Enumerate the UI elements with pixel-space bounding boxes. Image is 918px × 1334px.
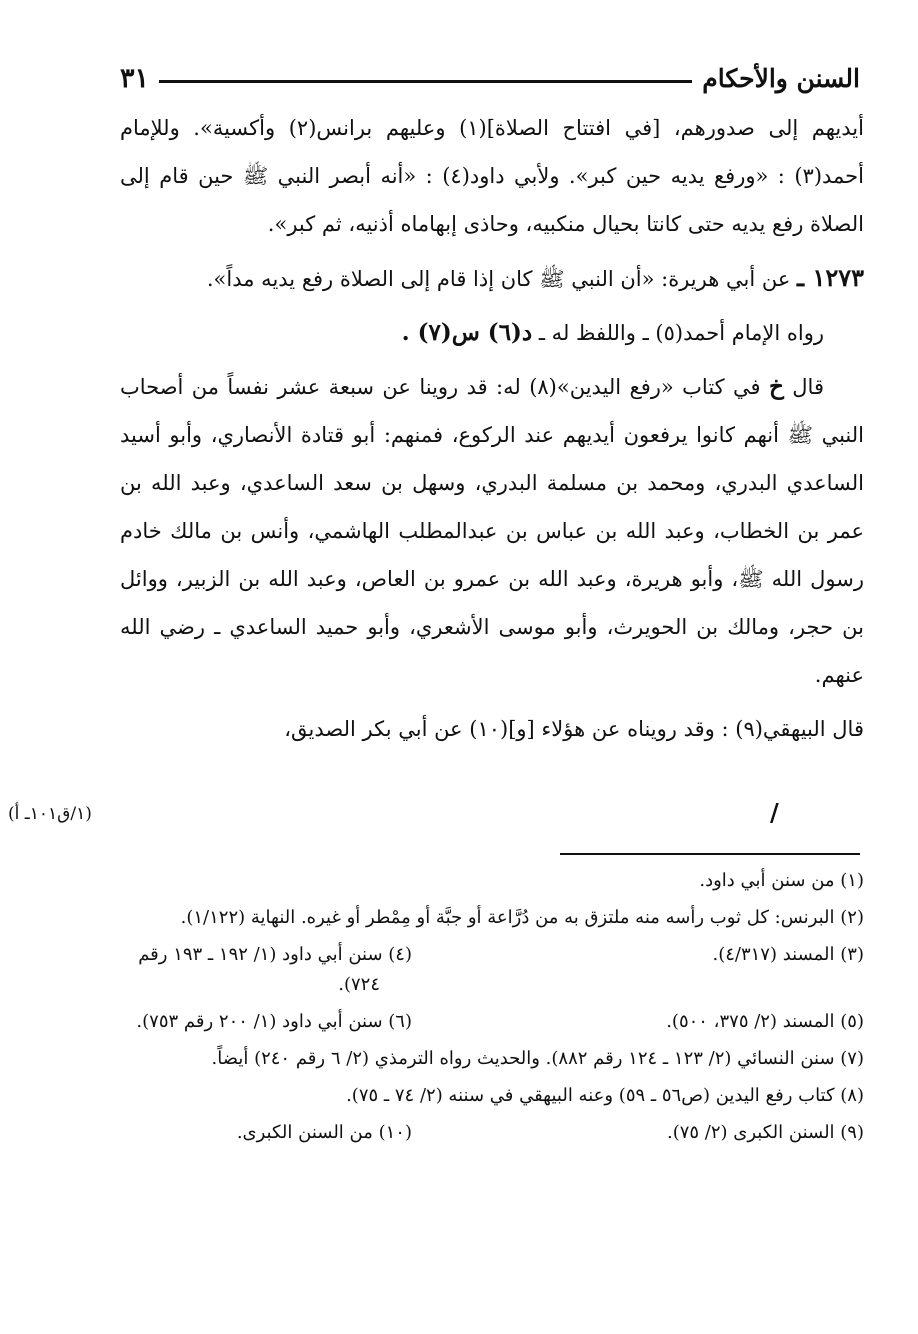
book-title: السنن والأحكام — [702, 63, 860, 93]
bukhari-text: في كتاب «رفع اليدين»(٨) له: قد روينا عن سبعة عشر نفساً من أصحاب النبي ﷺ أنهم كانوا يرفعون أيديهم عند الركوع، فمنهم: أبو قتادة الأنصاري، وأبو أسيد الساعدي البدري، ومحمد بن مسلمة البدري، وسهل بن سعد الساعدي، وعبد الله بن عمر بن الخطاب، وعبد الله بن عباس بن عبدالمطلب الهاشمي، وأنس بن مالك خادم رسول الله ﷺ، وأبو هريرة، وعبد الله بن عمرو بن العاص، وعبد الله بن الزبير، ووائل بن حجر، ومالك بن الحويرث، وأبو موسى الأشعري، وأبو حميد الساعدي ـ رضي الله عنهم. — [120, 375, 864, 687]
narration-text: رواه الإمام أحمد(٥) ـ واللفظ له ـ — [538, 321, 824, 345]
page-number: ٣١ — [120, 62, 150, 94]
running-header — [120, 58, 860, 98]
main-text — [120, 104, 864, 759]
paragraph-continuation: أيديهم إلى صدورهم، [في افتتاح الصلاة](١) وعليهم برانس(٢) وأكسية». وللإمام أحمد(٣) : «ورفع يديه حين كبر». ولأبي داود(٤) : «أنه أبصر النبي ﷺ حين قام إلى الصلاة رفع يديه حتى كانتا بحيال منكبيه، وحاذى إبهاماه أذنيه، ثم كبر». — [120, 116, 864, 236]
manuscript-slash: / — [770, 798, 779, 827]
footnote-row — [120, 1118, 864, 1148]
bukhari-prefix: قال — [792, 375, 824, 399]
header-rule — [159, 80, 692, 83]
footnote-7: (٧) سنن النسائي (٢/ ١٢٣ ـ ١٢٤ رقم ٨٨٢). والحديث رواه الترمذي (٢/ ٦ رقم ٢٤٠) أيضاً. — [211, 1048, 864, 1069]
manuscript-margin-note: (١/ق١٠١ـ أ) — [8, 804, 92, 824]
footnote-row — [120, 940, 864, 1000]
footnote-row — [120, 1007, 864, 1037]
footnote-8: (٨) كتاب رفع اليدين (ص٥٦ ـ ٥٩) وعنه البيهقي في سننه (٢/ ٧٤ ـ ٧٥). — [346, 1085, 864, 1106]
footnote-5: (٥) المسند (٢/ ٣٧٥، ٥٠٠). — [666, 1011, 864, 1032]
narration-symbols: د(٦) س(٧) . — [401, 319, 533, 346]
hadith-number: ١٢٧٣ ـ — [797, 263, 864, 292]
footnote-1: (١) من سنن أبي داود. — [699, 870, 864, 891]
footnote-4: (٤) سنن أبي داود (١/ ١٩٢ ـ ١٩٣ رقم ٧٢٤). — [138, 944, 412, 995]
footnote-2: (٢) البرنس: كل ثوب رأسه منه ملتزق به من دُرَّاعة أو جبَّة أو مِمْطر أو غيره. النهاية (١/١٢٢). — [180, 907, 864, 928]
bayhaqi-paragraph: قال البيهقي(٩) : وقد رويناه عن هؤلاء [و](١٠) عن أبي بكر الصديق، — [284, 717, 864, 741]
footnote-6: (٦) سنن أبي داود (١/ ٢٠٠ رقم ٧٥٣). — [136, 1011, 412, 1032]
footnotes — [120, 866, 864, 1155]
hadith-entry — [120, 254, 864, 303]
footnote-9: (٩) السنن الكبرى (٢/ ٧٥). — [666, 1122, 864, 1143]
bukhari-symbol: خ — [769, 373, 784, 400]
bukhari-paragraph — [120, 363, 864, 699]
narration-line — [120, 309, 864, 357]
footnote-3: (٣) المسند (٤/٣١٧). — [712, 944, 864, 965]
hadith-text: عن أبي هريرة: «أن النبي ﷺ كان إذا قام إلى الصلاة رفع يديه مداً». — [206, 267, 791, 291]
footnote-10: (١٠) من السنن الكبرى. — [236, 1122, 412, 1143]
footnote-separator — [560, 853, 860, 855]
